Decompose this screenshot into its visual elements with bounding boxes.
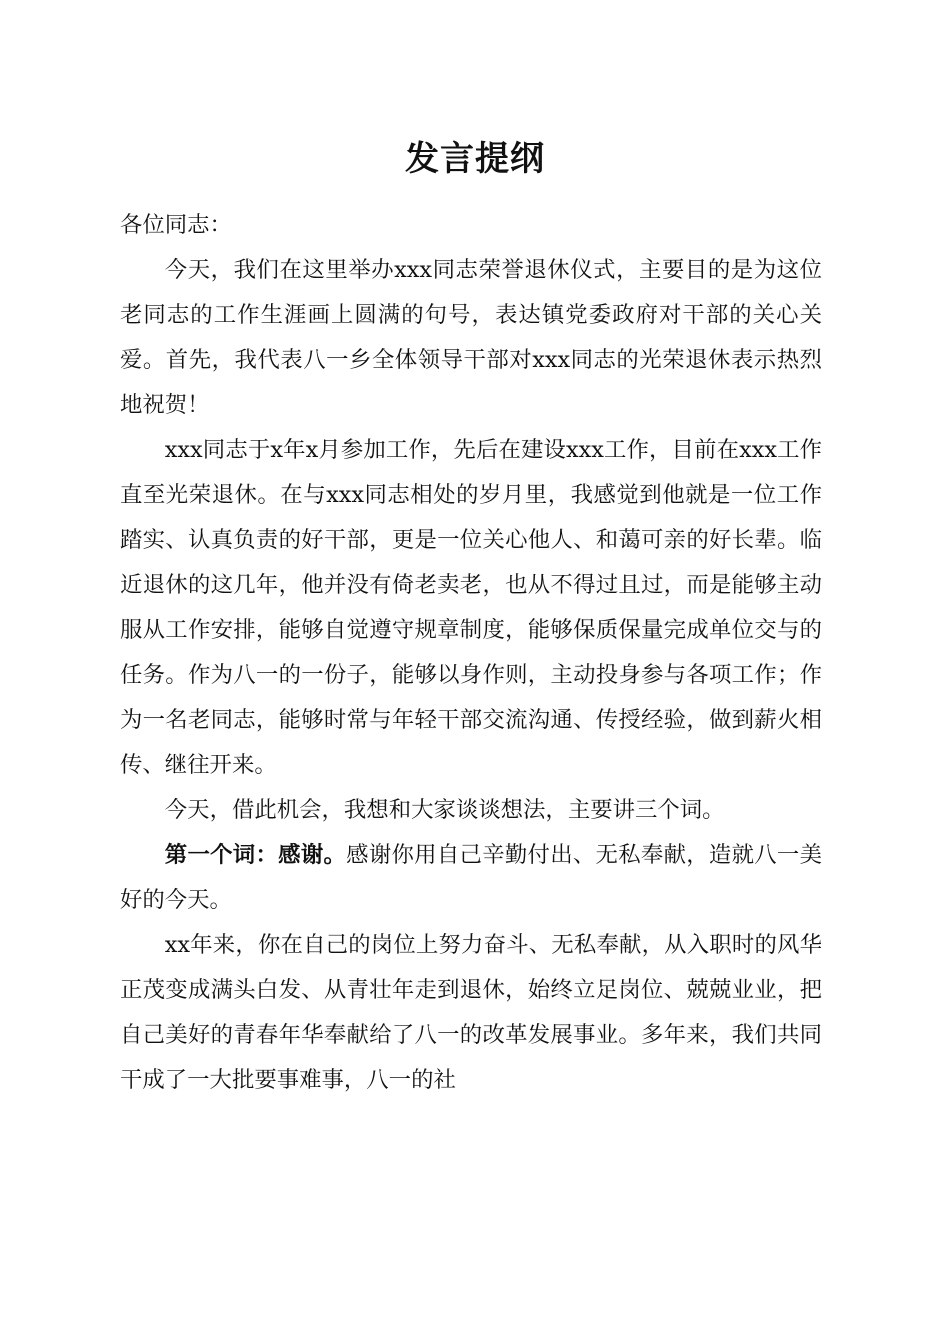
paragraph-point-one [120,833,822,923]
point-one-heading: 第一个词：感谢。 [164,842,347,868]
point-one-text: 感谢你用自己辛勤付出、无私奉献，造就八一美好的今天。 [120,842,822,913]
paragraph-career: xx年来，你在自己的岗位上努力奋斗、无私奉献，从入职时的风华正茂变成满头白发、从青壮年走到退休，始终立足岗位、兢兢业业，把自己美好的青春年华奉献给了八一的改革发展事业。多年来，我们共同干成了一大批要事难事，八一的社 [120,932,822,1093]
paragraph-biography: xxx同志于x年x月参加工作，先后在建设xxx工作，目前在xxx工作直至光荣退休。在与xxx同志相处的岁月里，我感觉到他就是一位工作踏实、认真负责的好干部，更是一位关心他人、和蔼可亲的好长辈。临近退休的这几年，他并没有倚老卖老，也从不得过且过，而是能够主动服从工作安排，能够自觉遵守规章制度，能够保质保量完成单位交与的任务。作为八一的一份子，能够以身作则，主动投身参与各项工作；作为一名老同志，能够时常与年轻干部交流沟通、传授经验，做到薪火相传、继往开来。 [120,437,822,778]
document-title: 发言提纲 [405,139,545,179]
salutation: 各位同志： [120,212,232,238]
paragraph-three-words: 今天，借此机会，我想和大家谈谈想法，主要讲三个词。 [164,797,725,823]
document-body [120,203,822,1103]
paragraph-opening: 今天，我们在这里举办xxx同志荣誉退休仪式，主要目的是为这位老同志的工作生涯画上圆满的句号，表达镇党委政府对干部的关心关爱。首先，我代表八一乡全体领导干部对xxx同志的光荣退休表示热烈地祝贺！ [120,257,822,418]
